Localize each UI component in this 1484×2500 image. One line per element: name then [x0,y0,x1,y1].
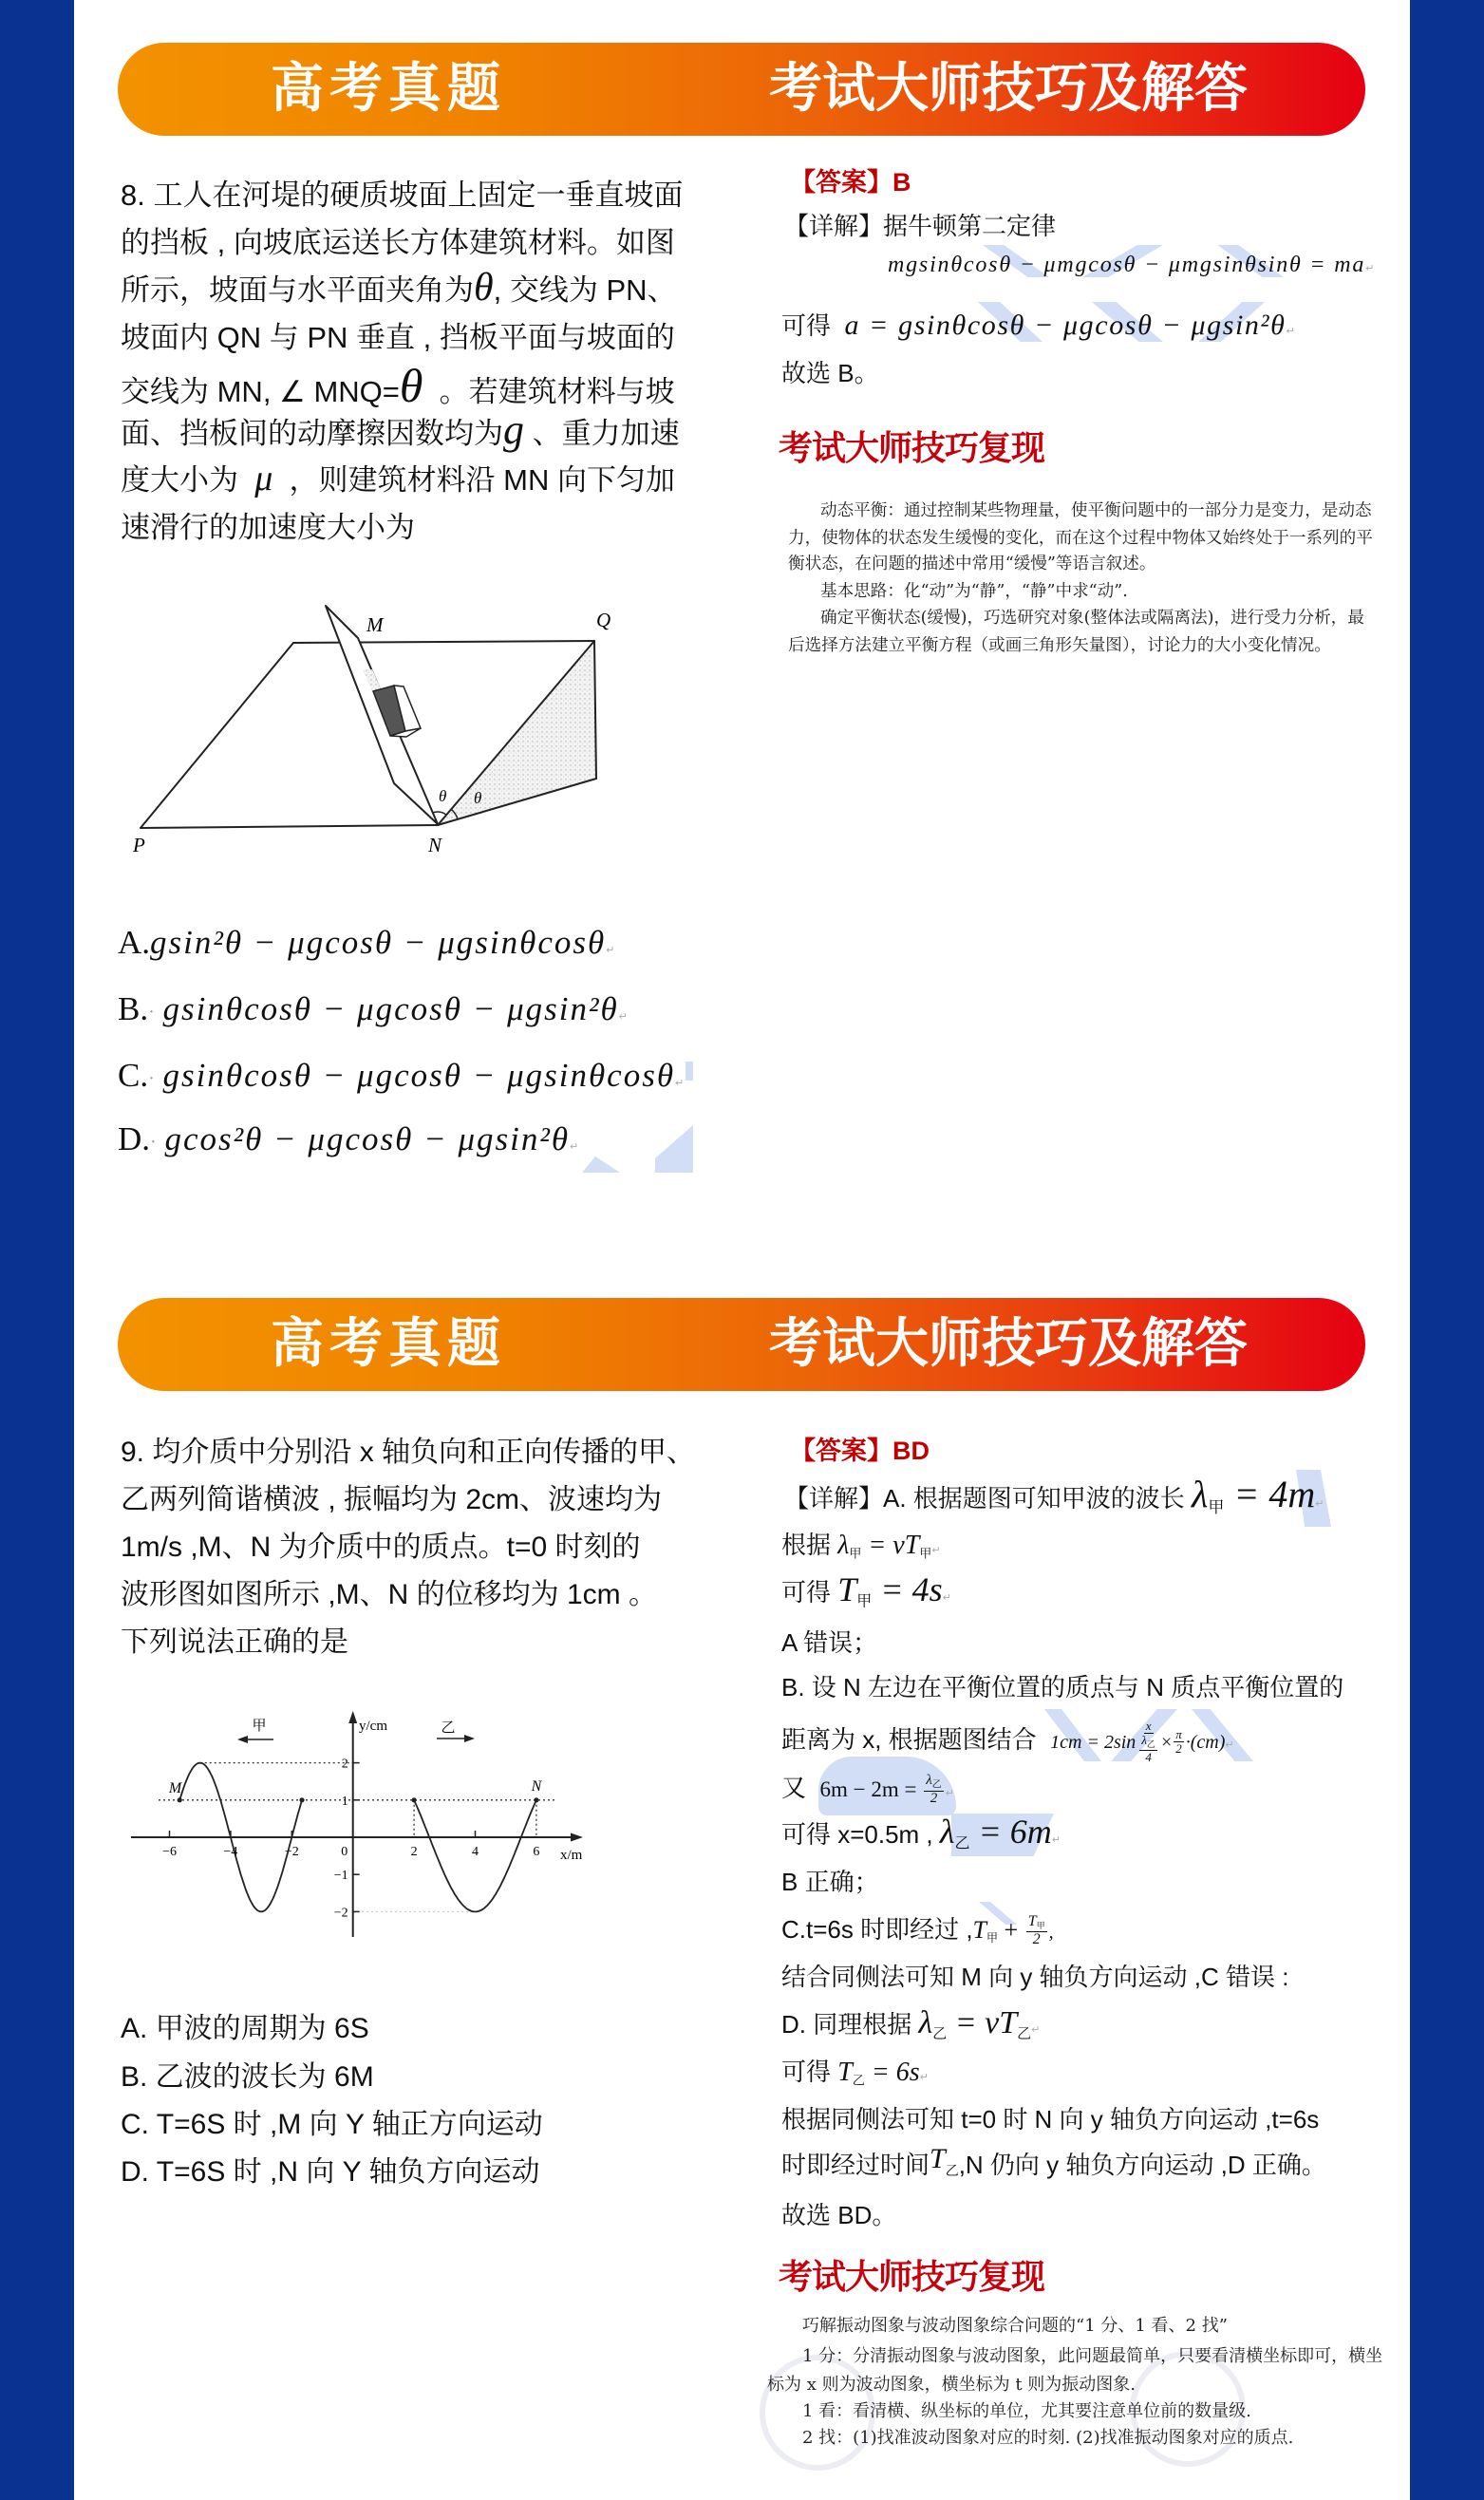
answer-text: D. 同理根据 [781,2010,919,2039]
math-lambda: λ [1192,1473,1209,1515]
wave-point [178,1797,182,1802]
watermark-fragment [686,1062,693,1081]
question-text: 面、挡板间的动摩擦因数均为 [121,417,503,450]
question-text: 所示，坡面与水平面夹角为 [121,273,474,307]
answer-line: 结合同侧法可知 M 向 y 轴负方向运动 ,C 错误 : [781,1963,1289,1991]
answer-text: C.t=6s 时即经过 , [781,1915,973,1944]
fraction-denominator: 2 [1175,1740,1182,1756]
option-label: C. [118,1057,149,1094]
math-subscript: 甲 [1208,1497,1225,1517]
math-expression: = 4s [872,1570,943,1608]
answer-line: 根据同侧法可知 t=0 时 N 向 y 轴负方向运动 ,t=6s [781,2105,1320,2133]
equation-formula: mgsinθcosθ − μmgcosθ − μmgsinθsinθ = ma [888,253,1366,277]
y-tick-label: −2 [333,1906,348,1921]
paragraph-mark: ↵ [1051,1833,1061,1846]
left-blue-border [0,0,74,2500]
question-text: , 交线为 PN、 [493,273,677,307]
answer-line [781,2048,929,2096]
right-blue-border [1410,0,1484,2500]
fraction-numerator: π [1175,1726,1182,1741]
answer-text: 又 [781,1774,820,1802]
question-text: 度大小为 [121,463,255,497]
answer-line: B. 设 N 左边在平衡位置的质点与 N 质点平衡位置的 [781,1673,1344,1701]
math-subscript: 乙 [852,2074,865,2089]
paragraph-mark: ↵ [1225,1739,1234,1751]
math-expression: 6m − 2m = [819,1777,923,1801]
fraction-numerator [1026,1914,1047,1932]
question-line [121,267,677,314]
answer-text: 距离为 x, 根据题图结合 [781,1725,1051,1754]
result-label: 可得 [781,311,845,340]
tips-line: 确定平衡状态(缓慢)，巧选研究对象(整体法或隔离法)，进行受力分析，最 [820,609,1364,628]
question-line: 波形图如图所示 ,M、N 的位移均为 1cm 。 [121,1579,658,1610]
question-line [121,359,675,412]
option-c: C. T=6S 时 ,M 向 Y 轴正方向运动 [121,2109,543,2140]
question-text: 交线为 MN, ∠ MNQ= [121,375,400,408]
label-p: P [133,834,145,856]
x-axis-arrow [571,1833,583,1842]
paragraph-mark: ↵ [618,1010,628,1023]
math-fraction [1137,1720,1159,1763]
math-mu: μ [254,459,273,498]
math-period: T [972,1916,987,1944]
option-label: A. [118,924,151,961]
math-lambda: λ [1141,1732,1147,1747]
banner-title-left: 高考真题 [271,1313,506,1375]
y-tick-label: −1 [333,1869,348,1884]
math-expression: = vT [861,1531,920,1560]
banner-title-right: 考试大师技巧及解答 [769,1313,1248,1375]
math-period: T [930,2143,946,2174]
math-fraction [1026,1914,1047,1948]
question-line: 9. 均介质中分别沿 x 轴负向和正向传播的甲、 [121,1437,696,1468]
x-tick-label: −2 [284,1845,299,1859]
paragraph-mark: ↵ [931,1544,941,1556]
answer-text: 根据 [781,1531,838,1559]
fraction-denominator: 2 [1032,1931,1041,1948]
wave-point [299,1797,304,1802]
math-lambda: λ [837,1531,850,1560]
wave-jia-label: 甲 [252,1717,267,1734]
question-line: 乙两列简谐横波 , 振幅均为 2cm、波速均为 [121,1484,663,1515]
paragraph-mark: ↵ [675,1077,685,1089]
option-d: D. T=6S 时 ,N 向 Y 轴负方向运动 [121,2156,540,2188]
section-banner [118,43,1365,136]
label-m: M [366,613,384,636]
paragraph-mark: ↵ [1315,1497,1324,1510]
answer-equation [888,249,1374,277]
math-period: T [1027,1913,1037,1930]
math-period: T [837,2058,853,2087]
watermark-fragment [582,1156,620,1173]
answer-line [781,1811,1061,1858]
answer-conclusion: 故选 BD。 [781,2201,897,2229]
question-line: 8. 工人在河堤的硬质坡面上固定一垂直坡面 [121,179,684,212]
math-fraction [1174,1728,1184,1755]
option-label: B. [118,990,149,1027]
question-line: 速滑行的加速度大小为 [121,511,415,544]
section-banner [118,1298,1365,1391]
math-subscript: 乙 [945,2164,959,2179]
question-line: 下列说法正确的是 [121,1626,348,1658]
x-tick-label: 6 [533,1845,540,1859]
answer-text: 【详解】A. 根据题图可知甲波的波长 [784,1484,1193,1513]
math-period: T [837,1570,857,1608]
math-expression: 1cm = 2sin [1050,1732,1136,1753]
wave-graph [114,1690,608,1937]
fraction-denominator: 4 [1145,1749,1152,1764]
math-subscript: 乙 [931,1779,942,1791]
tips-line: 衡状态，在问题的描述中常用“缓慢”等语言叙述。 [788,555,1156,573]
math-comma: , [1048,1922,1054,1943]
option-formula: gcos²θ − μgcosθ − μgsin²θ [164,1120,571,1157]
result-formula: a = gsinθcosθ − μgcosθ − μgsin²θ [844,310,1287,341]
x-axis-label: x/m [560,1848,583,1863]
option-d [118,1111,578,1168]
fraction-numerator [1139,1734,1157,1751]
x-tick-label: 2 [410,1845,418,1859]
paragraph-mark: ↵ [1031,2023,1041,2036]
label-angle-slope: θ [474,789,482,807]
option-label: D. [118,1120,151,1157]
arrow-right-icon [464,1735,475,1742]
question-line: 的挡板 , 向坡底运送长方体建筑材料。如图 [121,226,675,259]
y-tick-label: 2 [341,1757,348,1772]
paragraph-mark: ↵ [1365,262,1375,274]
math-subscript: 乙 [932,2024,948,2042]
answer-line [781,2001,1040,2048]
math-subscript: 甲 [1036,1922,1045,1932]
paragraph-mark: ↵ [1286,325,1295,337]
paragraph-mark: ↵ [570,1140,579,1153]
math-plus: + [998,1916,1024,1944]
question-line: 1m/s ,M、N 为介质中的质点。t=0 时刻的 [121,1532,641,1563]
tips-line: 2 找：(1)找准波动图象对应的时刻. (2)找准振动图象对应的质点. [802,2428,1294,2448]
math-expression: = 4m [1224,1473,1316,1515]
point-label-m: M [168,1779,182,1796]
math-subscript: 甲 [986,1931,999,1945]
wave-point [534,1797,538,1802]
x-tick-label: −6 [162,1845,177,1859]
answer-text: ,N 仍向 y 轴负方向运动 ,D 正确。 [958,2151,1326,2179]
tips-line: 1 分：分清振动图象与波动图象，此问题最简单，只要看清横坐标即可，横坐 [802,2346,1383,2366]
x-tick-label: −4 [223,1845,238,1859]
fraction-denominator: 2 [930,1790,938,1806]
answer-text: 可得 x=0.5m , [781,1820,940,1849]
math-lambda: λ [918,2005,933,2040]
answer-result [781,302,1295,349]
answer-line [781,2141,1326,2189]
slope-diagram [104,579,636,864]
point-label-n: N [531,1777,542,1795]
answer-line [781,1521,941,1569]
question-line [121,457,675,504]
answer-line [781,1764,954,1812]
answer-line [781,1569,951,1616]
y-axis-label: y/cm [359,1719,387,1734]
edge-pn [141,825,438,828]
math-theta: θ [399,359,423,412]
math-subscript: 乙 [1017,2024,1032,2042]
watermark-fragment [655,1125,693,1173]
paragraph-mark: ↵ [919,2071,929,2083]
tips-line: 1 看：看清横、纵坐标的单位，尤其要注意单位前的数量级. [802,2401,1251,2421]
math-subscript: 甲 [849,1547,862,1562]
answer-title: 【答案】BD [790,1437,930,1465]
paragraph-mark: ↵ [945,1787,954,1799]
answer-text: 可得 [781,2058,838,2086]
tips-heading: 考试大师技巧复现 [779,428,1045,467]
option-formula: gsinθcosθ − μgcosθ − μgsin²θ [162,990,619,1027]
question-text: ，则建筑材料沿 MN 向下匀加 [272,463,675,497]
answer-title: 【答案】B [790,168,911,197]
answer-line [781,1716,1234,1763]
edge-pt [141,643,293,828]
math-lambda: λ [926,1773,932,1788]
math-unit: ·(cm) [1185,1732,1226,1753]
answer-line: B 正确； [781,1868,879,1896]
tips-line: 基本思路：化“动”为“静”，“静”中求“动”. [820,582,1128,601]
math-fraction [924,1774,944,1806]
x-tick-label: 4 [472,1845,479,1859]
paragraph-mark: ↵ [606,944,615,956]
space-mark: · [150,1131,157,1153]
option-a: A. 甲波的周期为 6S [121,2013,369,2044]
option-b: B. 乙波的波长为 6M [121,2061,374,2093]
paragraph-mark: ↵ [942,1591,951,1604]
answer-line: A 错误； [781,1628,878,1657]
answer-detail: 【详解】据牛顿第二定律 [784,212,1057,240]
answer-text: 可得 [781,1578,838,1607]
wave-point [412,1797,417,1802]
math-subscript: 乙 [1146,1739,1155,1750]
fraction-denominator [1139,1734,1157,1764]
tips-heading: 考试大师技巧复现 [779,2257,1045,2296]
banner-title-right: 考试大师技巧及解答 [769,58,1248,120]
math-g: g [503,406,524,453]
tips-line: 巧解振动图象与波动图象综合问题的“1 分、1 看、2 找” [802,2316,1228,2336]
option-formula: gsin²θ − μgcosθ − μgsinθcosθ [150,924,607,961]
space-mark: · [148,1001,155,1023]
math-expression: = vT [947,2005,1018,2040]
math-lambda: λ [939,1813,955,1851]
space-mark: · [148,1067,155,1089]
option-formula: gsinθcosθ − μgcosθ − μgsinθcosθ [162,1057,676,1094]
tips-line: 后选择方法建立平衡方程（或画三角形矢量图），讨论力的大小变化情况。 [788,636,1331,655]
tips-line: 标为 x 则为波动图象，横坐标为 t 则为振动图象. [767,2375,1136,2395]
label-angle-board: θ [439,787,447,805]
wave-yi-label: 乙 [441,1719,456,1736]
question-text: 。若建筑材料与坡 [423,375,675,408]
option-b [118,981,628,1038]
option-c [118,1047,684,1104]
label-n: N [428,834,442,856]
question-line [121,406,680,457]
question-line: 坡面内 QN 与 PN 垂直 , 挡板平面与坡面的 [121,321,675,354]
question-text: 、重力加速 [524,417,680,450]
math-theta: θ [474,266,494,310]
math-times: × [1160,1732,1173,1753]
arrow-left-icon [237,1736,248,1743]
x-tick-label: 0 [341,1845,348,1859]
answer-line [784,1475,1324,1522]
math-expression: = 6s [864,2058,920,2087]
fraction-numerator: x [1145,1718,1152,1733]
answer-conclusion: 故选 B。 [781,359,879,387]
y-tick-label: 1 [341,1794,348,1809]
answer-text: 时即经过时间 [781,2151,930,2179]
math-expression: = 6m [969,1813,1052,1851]
math-subscript: 乙 [954,1833,970,1852]
math-subscript: 甲 [856,1591,873,1610]
banner-title-left: 高考真题 [271,58,506,120]
y-axis-arrow [348,1711,357,1723]
answer-line [781,1906,1054,1953]
tips-line: 动态平衡：通过控制某些物理量，使平衡问题中的一部分力是变力，是动态 [820,501,1372,520]
fraction-numerator [924,1774,944,1792]
option-a [118,914,614,971]
label-q: Q [596,609,611,631]
tips-line: 力，使物体的状态发生缓慢的变化，而在这个过程中物体又始终处于一系列的平 [788,529,1373,548]
math-subscript: 甲 [919,1547,932,1562]
